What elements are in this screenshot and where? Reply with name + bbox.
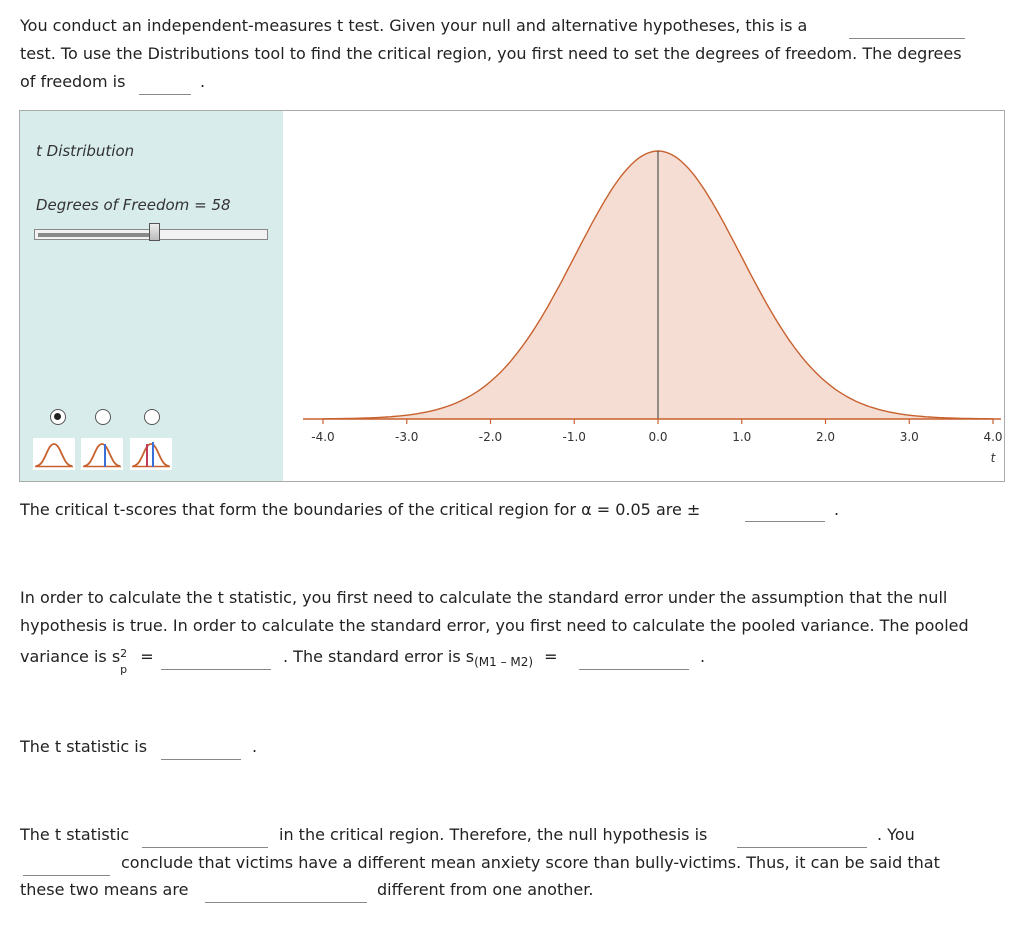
critical-text: The critical t-scores that form the boundaries of the critical region for <box>20 500 576 519</box>
df-slider-thumb[interactable] <box>149 223 160 241</box>
radio-two-tail[interactable] <box>95 409 111 425</box>
df-blank[interactable] <box>139 80 191 95</box>
critical-sentence <box>20 500 700 519</box>
conclusion-conclude: conclude that victims have a different mean anxiety score than bully-victims. Thus, it can be said that <box>121 853 940 872</box>
alpha-value: 0.05 <box>615 500 651 519</box>
df-slider-fill <box>38 233 152 237</box>
critical-period: . <box>834 500 840 519</box>
variance-is-text: variance is s <box>20 647 121 666</box>
x-tick-label: 0.0 <box>648 430 668 444</box>
standard-error-blank[interactable] <box>579 655 689 670</box>
distribution-tool <box>19 110 1005 482</box>
df-value: 58 <box>211 196 231 214</box>
conclusion-in-region: in the critical region. Therefore, the null hypothesis is <box>279 825 708 844</box>
distribution-title: t Distribution <box>36 142 135 160</box>
pooled-variance-blank[interactable] <box>161 655 271 670</box>
se-line2: hypothesis is true. In order to calculate the standard error, you first need to calculate the pooled variance. The pooled <box>20 616 969 635</box>
x-tick-label: -4.0 <box>311 430 335 444</box>
null-decision-blank[interactable] <box>737 833 867 848</box>
x-tick-label: -2.0 <box>478 430 503 444</box>
are-pm: are ± <box>655 500 701 519</box>
tool-control-panel <box>20 111 283 481</box>
x-tick-label: 2.0 <box>815 430 836 444</box>
two-tail-icon[interactable] <box>81 438 123 470</box>
df-equals: = <box>194 196 207 214</box>
x-ticks <box>311 419 1002 444</box>
se-line1: In order to calculate the t statistic, you first need to calculate the standard error under the assumption that the null <box>20 588 948 607</box>
radio-one-tail[interactable] <box>50 409 66 425</box>
x-tick-label: 4.0 <box>983 430 1003 444</box>
in-region-blank[interactable] <box>142 833 268 848</box>
alpha-symbol: α <box>581 500 592 519</box>
test-type-blank[interactable] <box>849 24 965 39</box>
conclusion-these-means: these two means are <box>20 880 189 899</box>
pooled-variance-label <box>20 647 154 676</box>
df-readout <box>36 196 231 214</box>
range-icon[interactable] <box>130 438 172 470</box>
radio-range[interactable] <box>144 409 160 425</box>
t-distribution-plot <box>283 111 1004 481</box>
alpha-equals: = <box>596 500 611 519</box>
t-statistic-period: . <box>252 737 258 756</box>
q1-period: . <box>200 72 206 91</box>
sq-superscript: 2 <box>120 647 128 660</box>
conclusion-different: different from one another. <box>377 880 594 899</box>
x-tick-label: 3.0 <box>899 430 919 444</box>
variance-equals: = <box>140 647 154 666</box>
se-subscript: (M1 – M2) <box>474 655 534 669</box>
x-axis-label: t <box>990 451 996 465</box>
se-equals: = <box>544 647 558 666</box>
significance-blank[interactable] <box>205 888 367 903</box>
one-tail-icon[interactable] <box>33 438 75 470</box>
critical-t-blank[interactable] <box>745 507 825 522</box>
t-statistic-text: The t statistic is <box>20 737 148 756</box>
can-cannot-blank[interactable] <box>23 861 110 876</box>
t-statistic-blank[interactable] <box>161 745 241 760</box>
df-label: Degrees of Freedom <box>36 196 190 214</box>
x-tick-label: -1.0 <box>562 430 586 444</box>
p-subscript: p <box>120 663 128 676</box>
x-tick-label: 1.0 <box>732 430 752 444</box>
q1-line1: You conduct an independent-measures t test. Given your null and alternative hypotheses, this is a <box>20 16 808 35</box>
x-tick-label: -3.0 <box>395 430 419 444</box>
conclusion-you: . You <box>877 825 915 844</box>
conclusion-t-statistic: The t statistic <box>20 825 130 844</box>
q1-line3: of freedom is <box>20 72 126 91</box>
se-period: . <box>700 647 706 666</box>
se-is-text: . The standard error is s <box>283 647 475 666</box>
q1-line2: test. To use the Distributions tool to find the critical region, you first need to set the degrees of freedom. The degrees <box>20 44 962 63</box>
se-label <box>283 647 558 669</box>
